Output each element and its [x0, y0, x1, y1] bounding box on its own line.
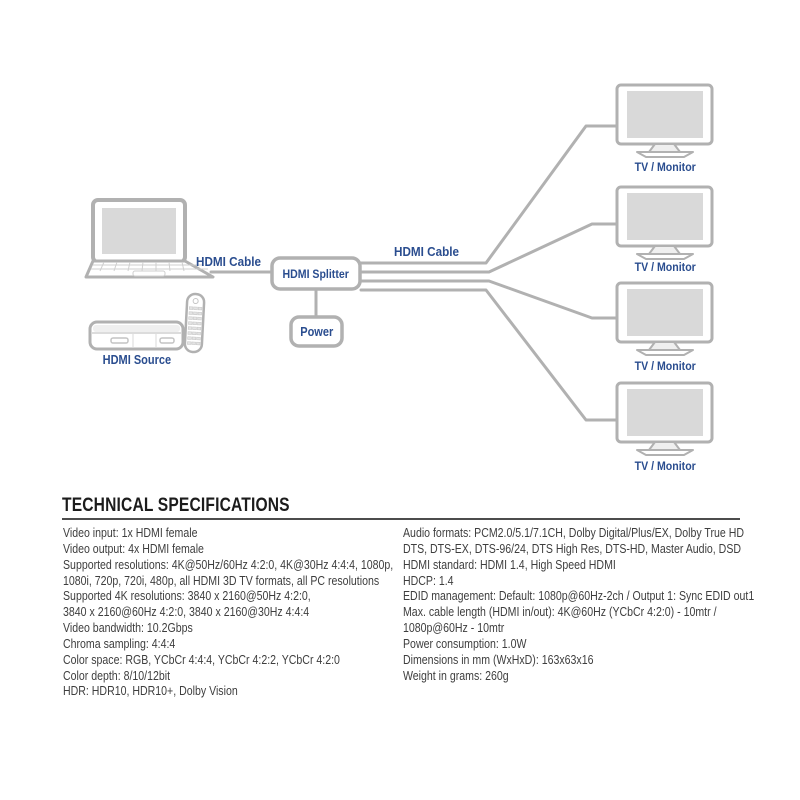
tv-illustration-1	[617, 85, 712, 157]
spec-line: Video bandwidth: 10.2Gbps	[63, 621, 193, 636]
hdmi-splitter-label: HDMI Splitter	[282, 266, 350, 281]
spec-line: Dimensions in mm (WxHxD): 163x63x16	[403, 652, 594, 667]
spec-line: 1080p@60Hz - 10mtr	[403, 621, 505, 636]
tv-monitor-label-1: TV / Monitor	[634, 162, 696, 174]
spec-line: HDMI standard: HDMI 1.4, High Speed HDMI	[403, 557, 616, 572]
hdmi-cable-label-right: HDMI Cable	[394, 244, 460, 259]
spec-line: HDCP: 1.4	[403, 573, 454, 588]
spec-line: Color space: RGB, YCbCr 4:4:4, YCbCr 4:2:2, YCbCr 4:2:0	[63, 652, 340, 667]
spec-line: HDR: HDR10, HDR10+, Dolby Vision	[63, 684, 238, 699]
cable-output-1	[361, 126, 617, 263]
spec-line: DTS, DTS-EX, DTS-96/24, DTS High Res, DTS-HD, Master Audio, DSD	[403, 541, 742, 556]
tv-illustration-4	[617, 383, 712, 455]
set-top-box-illustration	[90, 322, 183, 349]
spec-line: Supported resolutions: 4K@50Hz/60Hz 4:2:0, 4K@30Hz 4:4:4, 1080p,	[63, 557, 394, 572]
cable-output-3	[361, 281, 617, 318]
spec-line: Color depth: 8/10/12bit	[63, 668, 171, 683]
spec-line: 3840 x 2160@60Hz 4:2:0, 3840 x 2160@30Hz 4:4:4	[63, 605, 310, 620]
power-label: Power	[299, 324, 333, 339]
specs-title: TECHNICAL SPECIFICATIONS	[62, 494, 290, 516]
spec-line: Power consumption: 1.0W	[403, 636, 527, 651]
hdmi-source-label: HDMI Source	[102, 353, 172, 367]
spec-line: EDID management: Default: 1080p@60Hz-2ch / Output 1: Sync EDID out1	[403, 589, 755, 604]
tv-illustration-3	[617, 283, 712, 355]
spec-line: Supported 4K resolutions: 3840 x 2160@50Hz 4:2:0,	[63, 589, 311, 604]
specs-left-column	[63, 526, 393, 700]
remote-control-illustration	[184, 294, 204, 353]
laptop-illustration	[86, 200, 213, 277]
spec-line: Weight in grams: 260g	[403, 668, 509, 683]
specs-divider	[62, 518, 740, 520]
spec-line: Audio formats: PCM2.0/5.1/7.1CH, Dolby Digital/Plus/EX, Dolby True HD	[403, 526, 745, 540]
tv-monitor-label-2: TV / Monitor	[634, 262, 696, 274]
specs-right-column	[403, 526, 754, 684]
tv-monitor-label-4: TV / Monitor	[634, 461, 696, 473]
spec-line: Video output: 4x HDMI female	[63, 541, 204, 556]
tv-monitor-label-3: TV / Monitor	[634, 361, 696, 373]
spec-line: Chroma sampling: 4:4:4	[63, 636, 176, 651]
cable-output-4	[361, 290, 617, 420]
hdmi-cable-label-left: HDMI Cable	[196, 254, 262, 269]
spec-line: 1080i, 720p, 720i, 480p, all HDMI 3D TV formats, all PC resolutions	[63, 573, 380, 588]
spec-line: Max. cable length (HDMI in/out): 4K@60Hz (YCbCr 4:2:0) - 10mtr /	[403, 605, 717, 620]
tv-illustration-2	[617, 187, 712, 259]
spec-line: Video input: 1x HDMI female	[63, 526, 198, 540]
